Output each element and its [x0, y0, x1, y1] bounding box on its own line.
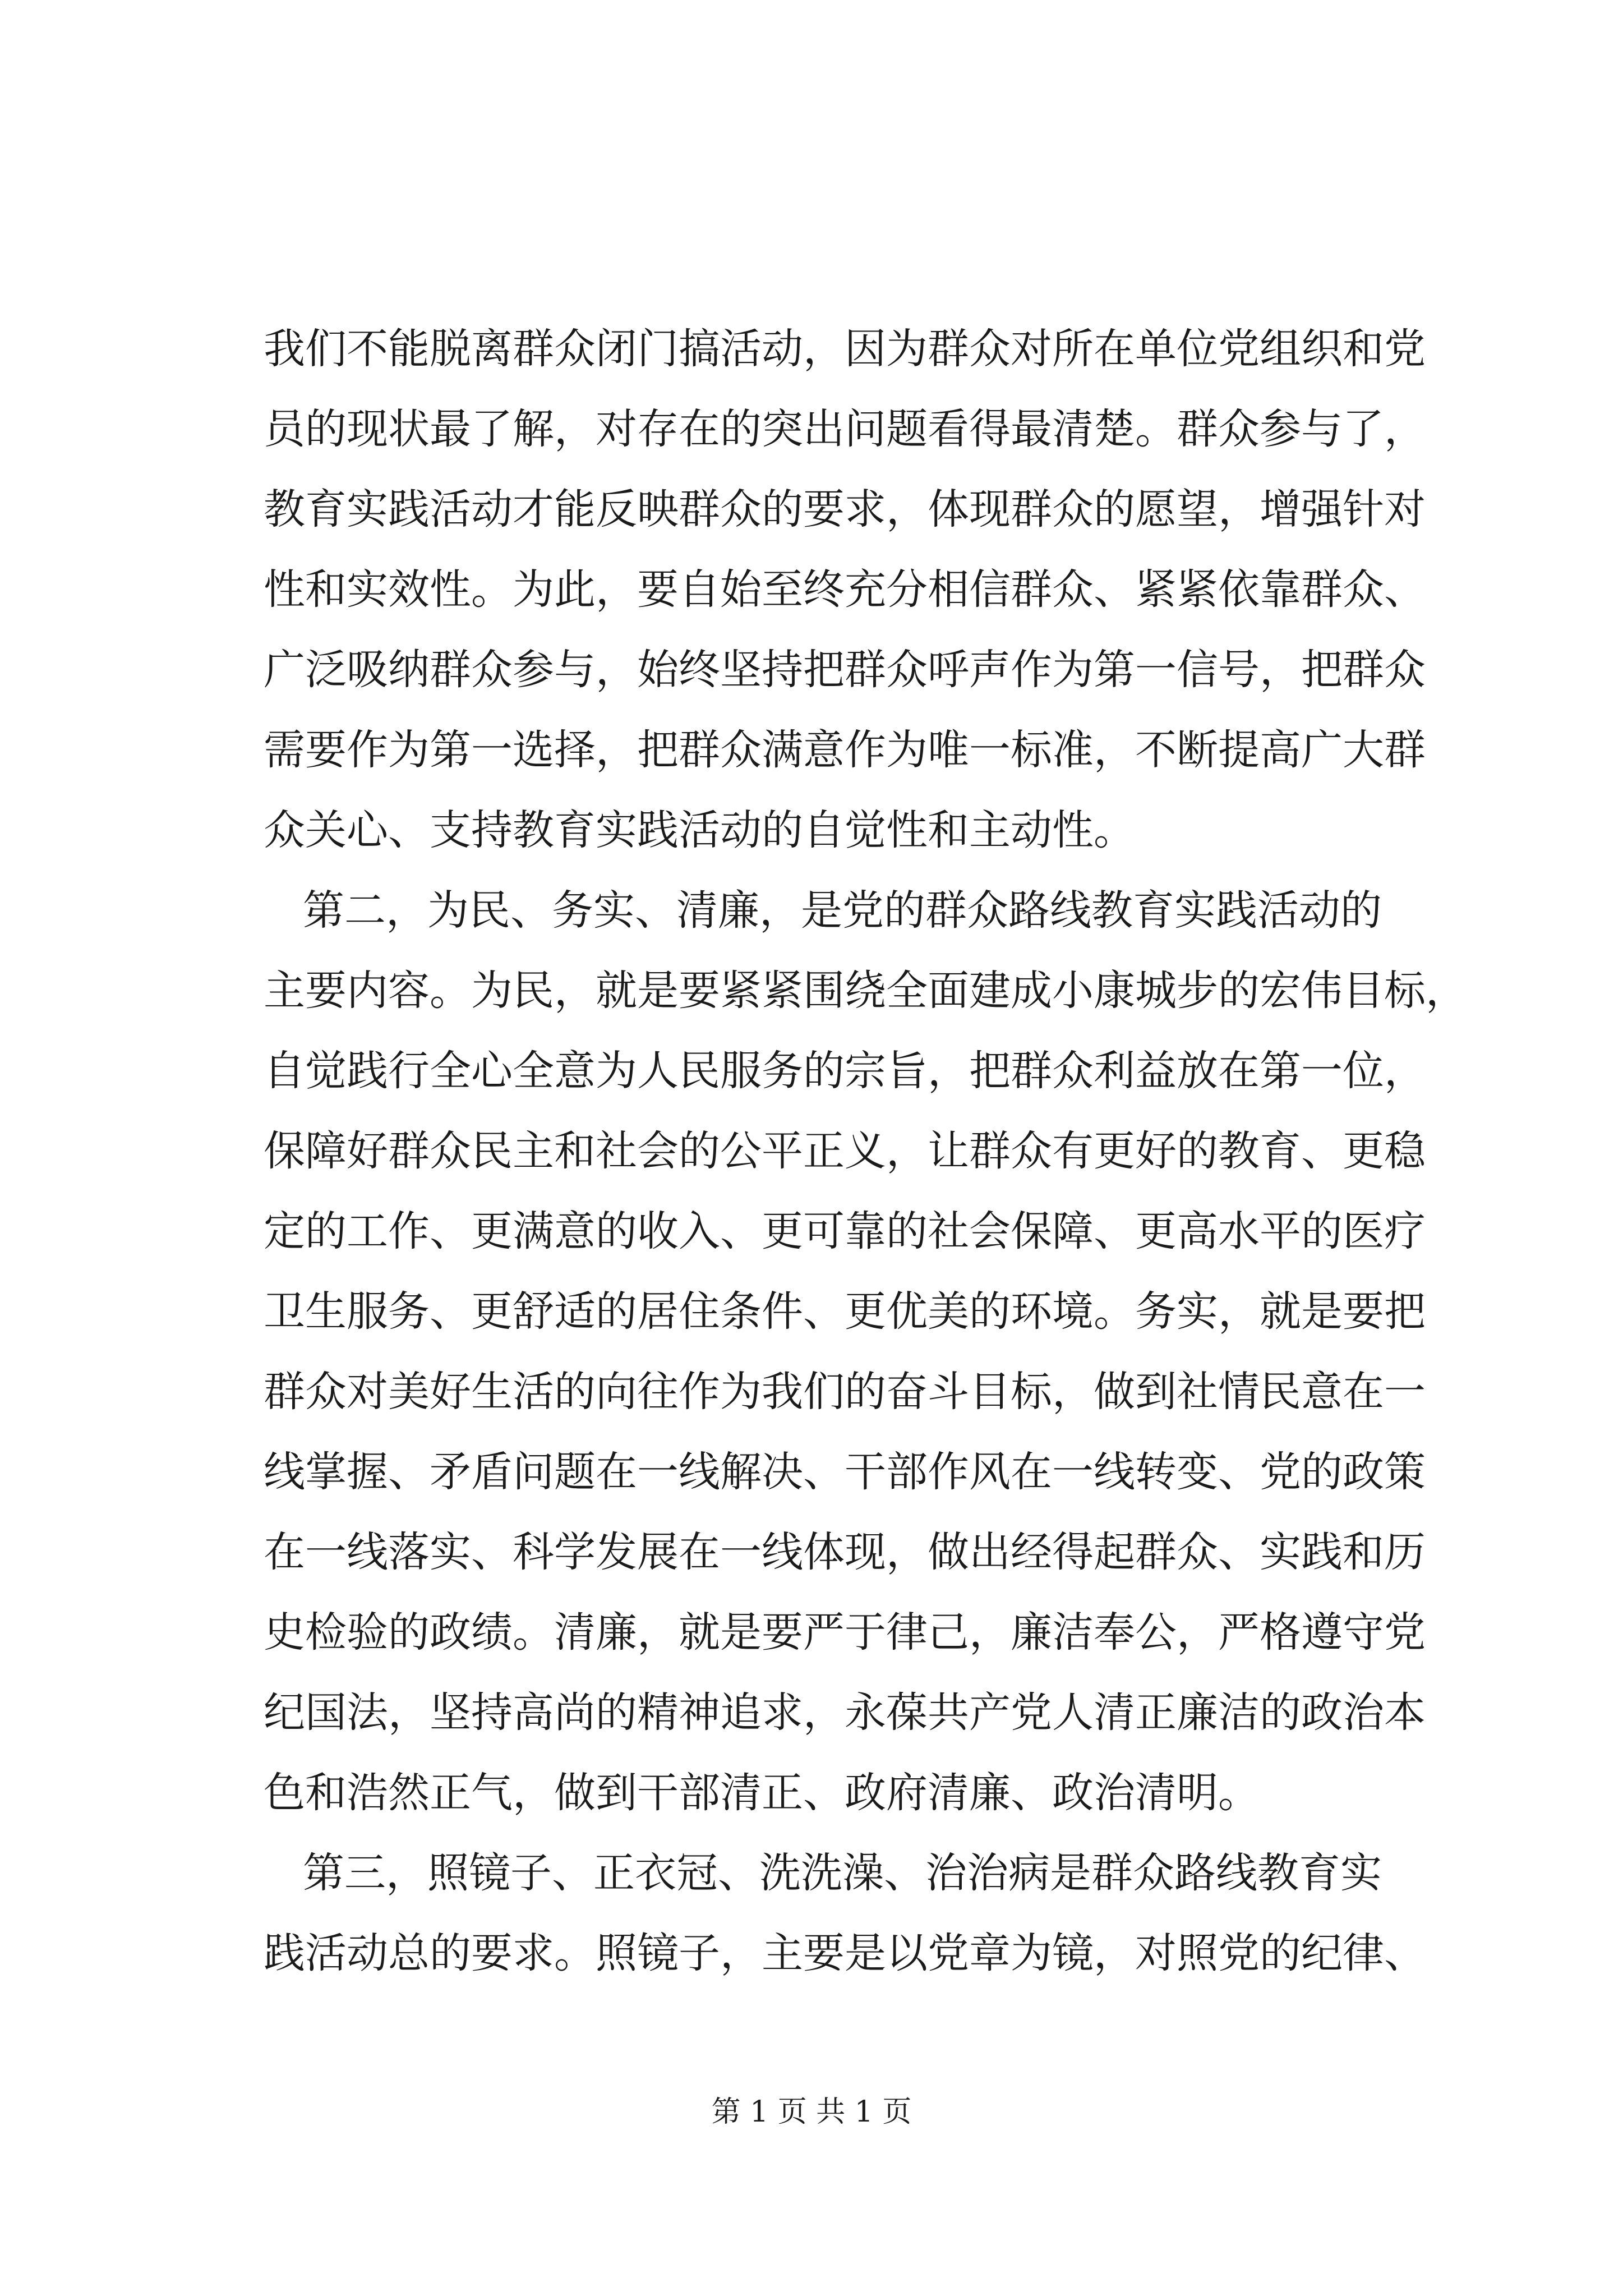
body-text-line: 性和实效性。为此，要自始至终充分相信群众、紧紧依靠群众、 [264, 565, 1426, 614]
body-text-line: 定的工作、更满意的收入、更可靠的社会保障、更高水平的医疗 [264, 1207, 1426, 1255]
body-text-line: 史检验的政绩。清廉，就是要严于律己，廉洁奉公，严格遵守党 [264, 1608, 1426, 1657]
body-text-line: 在一线落实、科学发展在一线体现，做出经得起群众、实践和历 [264, 1528, 1426, 1576]
body-text-line: 主要内容。为民，就是要紧紧围绕全面建成小康城步的宏伟目标， [264, 967, 1467, 1015]
body-text-line: 员的现状最了解，对存在的突出问题看得最清楚。群众参与了， [264, 405, 1426, 453]
paragraph-start-line: 第二，为民、务实、清廉，是党的群众路线教育实践活动的 [303, 886, 1382, 935]
paragraph-start-line: 第三，照镜子、正衣冠、洗洗澡、治治病是群众路线教育实 [303, 1849, 1382, 1897]
body-text-line: 卫生服务、更舒适的居住条件、更优美的环境。务实，就是要把 [264, 1287, 1426, 1336]
body-text-line: 教育实践活动才能反映群众的要求，体现群众的愿望，增强针对 [264, 485, 1426, 533]
body-text-line: 众关心、支持教育实践活动的自觉性和主动性。 [264, 806, 1135, 854]
body-text-line: 广泛吸纳群众参与，始终坚持把群众呼声作为第一信号，把群众 [264, 646, 1426, 694]
page-footer: 第 1 页 共 1 页 [711, 2095, 912, 2129]
body-text-line: 保障好群众民主和社会的公平正义，让群众有更好的教育、更稳 [264, 1127, 1426, 1175]
body-text-line: 践活动总的要求。照镜子，主要是以党章为镜，对照党的纪律、 [264, 1929, 1426, 1977]
body-text-line: 需要作为第一选择，把群众满意作为唯一标准，不断提高广大群 [264, 726, 1426, 774]
body-text-line: 我们不能脱离群众闭门搞活动，因为群众对所在单位党组织和党 [264, 325, 1426, 373]
body-text-line: 群众对美好生活的向往作为我们的奋斗目标，做到社情民意在一 [264, 1368, 1426, 1416]
body-text-line: 纪国法，坚持高尚的精神追求，永葆共产党人清正廉洁的政治本 [264, 1688, 1426, 1737]
body-text-line: 线掌握、矛盾问题在一线解决、干部作风在一线转变、党的政策 [264, 1448, 1426, 1496]
body-text-line: 自觉践行全心全意为人民服务的宗旨，把群众利益放在第一位， [264, 1047, 1426, 1095]
body-text-line: 色和浩然正气，做到干部清正、政府清廉、政治清明。 [264, 1769, 1260, 1817]
